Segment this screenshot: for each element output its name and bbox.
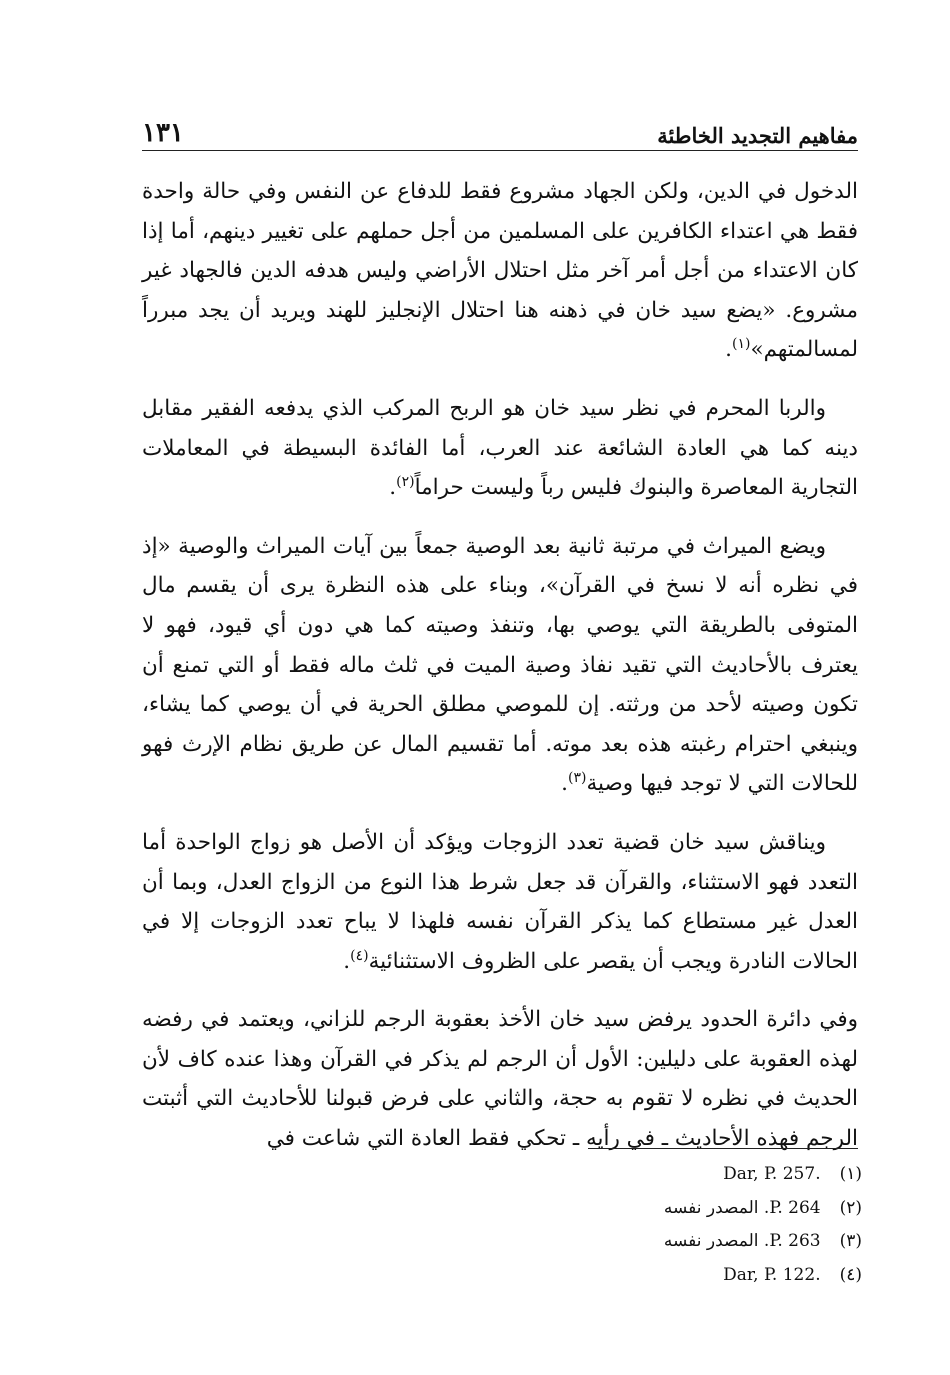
paragraph-text: ويضع الميراث في مرتبة ثانية بعد الوصية جمعاً بين آيات الميراث والوصية «إذ في نظره أنه لا نسخ في القرآن»، وبناء على هذه النظرة يرى أن يقسم مال المتوفى بالطريقة التي يوصي بها، وتنفذ وصيته كما هي دون أي قيود، فهو لا يعترف بالأحاديث التي تقيد نفاذ وصية الميت في ثلث ماله فقط أو التي تمنع أن تكون وصيته لأحد من ورثته. إن للموصي مطلق الحرية في أن يوصي كما يشاء، وينبغي احترام رغبته هذه بعد موته. أما تقسيم المال عن طريق نظام الإرث فهو للحالات التي لا توجد فيها وصية <box>142 533 858 797</box>
footnote-2 <box>560 1192 862 1226</box>
running-title: مفاهيم التجديد الخاطئة <box>657 123 858 148</box>
footnote-number: (٤) <box>839 1264 862 1285</box>
paragraph-end: . <box>343 948 351 974</box>
paragraph-polygamy <box>142 823 858 981</box>
footnote-source: Dar, P. 257. <box>723 1164 821 1184</box>
paragraph-text: ويناقش سيد خان قضية تعدد الزوجات ويؤكد أن الأصل هو زواج الواحدة أما التعدد فهو الاستثناء، والقرآن قد جعل شرط هذا النوع من الزواج العدل، وبما أن العدل غير مستطاع كما يذكر القرآن نفسه فلهذا لا يباح تعدد الزوجات إلا في الحالات النادرة ويجب أن يقصر على الظروف الاستثنائية <box>142 829 858 974</box>
footnote-source: Dar, P. 122. <box>723 1264 821 1285</box>
footnote-number: (٣) <box>839 1231 862 1251</box>
footnote-ref-2: (٢) <box>396 474 415 490</box>
header-divider <box>142 150 858 151</box>
footnote-3 <box>560 1225 862 1259</box>
paragraph-jihad <box>142 172 858 370</box>
paragraph-hudud <box>142 1000 858 1158</box>
footnotes <box>560 1158 862 1292</box>
body-text <box>142 172 858 1159</box>
paragraph-riba <box>142 389 858 508</box>
footnote-number: (١) <box>839 1164 862 1184</box>
paragraph-inheritance <box>142 527 858 804</box>
footnote-source: المصدر نفسه .P. 263 <box>663 1231 821 1251</box>
paragraph-end: . <box>389 475 397 501</box>
footnote-divider <box>588 1148 858 1149</box>
footnote-ref-3: (٣) <box>568 770 587 787</box>
page-number: ١٣١ <box>142 118 184 148</box>
paragraph-text: والربا المحرم في نظر سيد خان هو الربح المركب الذي يدفعه الفقير مقابل دينه كما هي العادة الشائعة عند العرب، أما الفائدة البسيطة في المعاملات التجارية المعاصرة والبنوك فليس رباً وليست حراماً <box>142 395 858 501</box>
footnote-4 <box>560 1259 862 1293</box>
footnote-1 <box>560 1158 862 1192</box>
paragraph-text: الدخول في الدين، ولكن الجهاد مشروع فقط للدفاع عن النفس وفي حالة واحدة فقط هي اعتداء الكافرين على المسلمين من أجل حملهم على تغيير دينهم، أما إذا كان الاعتداء من أجل أمر آخر مثل احتلال الأراضي وليس هدفه الدين فالجهاد غير مشروع. «يضع سيد خان في ذهنه هنا احتلال الإنجليز للهند ويريد أن يجد مبرراً لمسالمتهم» <box>142 179 858 363</box>
footnote-source: المصدر نفسه .P. 264 <box>663 1197 821 1218</box>
paragraph-end: . <box>561 771 569 797</box>
footnote-number: (٢) <box>839 1197 862 1218</box>
footnote-ref-1: (١) <box>731 336 751 353</box>
paragraph-end: . <box>725 337 732 363</box>
footnote-ref-4: (٤) <box>350 947 369 964</box>
page-header <box>142 108 858 148</box>
paragraph-text: وفي دائرة الحدود يرفض سيد خان الأخذ بعقوبة الرجم للزاني، ويعتمد في رفضه لهذه العقوبة على دليلين: الأول أن الرجم لم يذكر في القرآن وهذا عنده كاف لأن الحديث في نظره لا تقوم به حجة، والثاني على فرض قبولنا للأحاديث التي أثبتت الرجم فهذه الأحاديث ـ في رأيه ـ تحكي فقط العادة التي شاعت في <box>142 1007 858 1152</box>
